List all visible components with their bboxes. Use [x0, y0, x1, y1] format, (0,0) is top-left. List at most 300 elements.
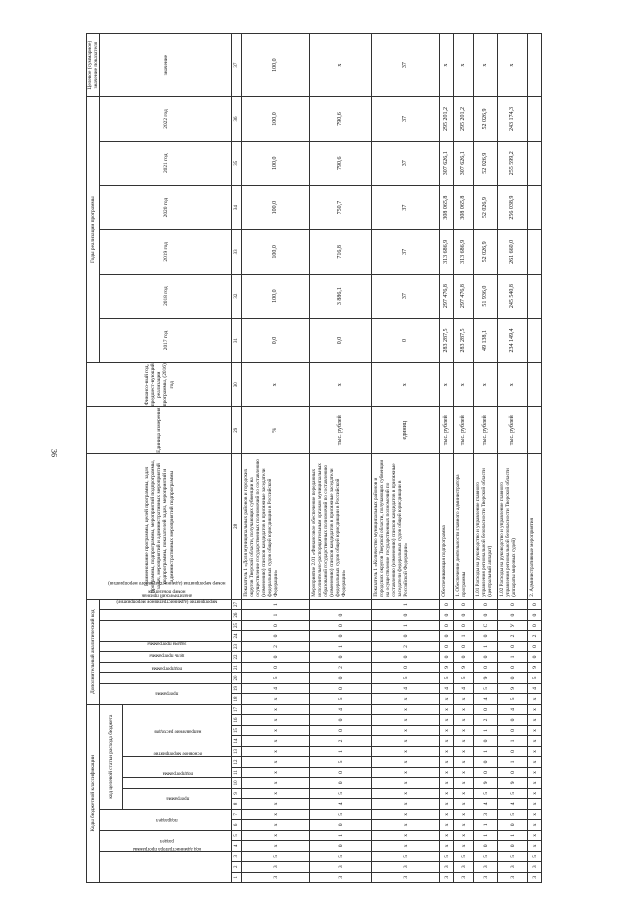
row-year-value: 100,0	[242, 141, 310, 185]
code-cell: 4	[310, 799, 372, 809]
code-cell: x	[440, 820, 454, 830]
column-number: 26	[232, 610, 242, 620]
code-cell: 0	[310, 652, 372, 662]
code-cell: 0	[310, 631, 372, 641]
code-cell: x	[242, 788, 310, 798]
code-cell: x	[440, 788, 454, 798]
header-d-zadacha: задача программы	[100, 652, 232, 662]
row-unit	[528, 407, 542, 454]
column-number: 19	[232, 683, 242, 693]
row-year-value: 52 026,9	[474, 97, 498, 141]
code-cell: 0	[310, 725, 372, 735]
column-number: 36	[232, 97, 242, 141]
code-cell: 5	[528, 851, 542, 861]
column-number: 29	[232, 407, 242, 454]
code-cell: 0	[474, 631, 498, 641]
code-cell: x	[372, 799, 440, 809]
column-number: 3	[232, 851, 242, 861]
row-prev-year	[528, 363, 542, 407]
code-cell: 0	[528, 620, 542, 630]
code-cell: 1	[310, 830, 372, 840]
row-prev-year: x	[454, 363, 474, 407]
code-cell: 9	[474, 673, 498, 683]
column-number: 16	[232, 715, 242, 725]
row-year-value	[528, 185, 542, 229]
column-number: 32	[232, 274, 242, 318]
code-cell: 1	[498, 830, 528, 840]
header-unit: Единица измерения	[87, 407, 232, 454]
code-cell: 0	[440, 652, 454, 662]
code-cell: x	[454, 767, 474, 777]
column-number: 1	[232, 872, 242, 882]
row-year-value: 100,0	[242, 230, 310, 274]
row-target: x	[440, 34, 454, 97]
code-cell: 0	[242, 631, 310, 641]
header-name: Наименование программы, целей программы, задач программы, подпрограммы, мероприятий подпрограммы, задач, мероприятий и административных мероприятий подпрограммы, показателей задач, мероприятий и административных мероприятий подпрограммы	[87, 454, 232, 600]
code-cell: 0	[528, 610, 542, 620]
column-number: 37	[232, 34, 242, 97]
column-number: 33	[232, 230, 242, 274]
table-row	[498, 34, 528, 883]
code-cell: x	[528, 715, 542, 725]
code-cell: 9	[440, 662, 454, 672]
code-cell: 3	[440, 862, 454, 872]
row-year-value	[528, 274, 542, 318]
code-cell: 3	[440, 872, 454, 882]
column-number: 6	[232, 820, 242, 830]
code-cell: 5	[242, 673, 310, 683]
code-cell: 3	[242, 872, 310, 882]
code-cell: 0	[528, 599, 542, 610]
code-cell: 0	[440, 641, 454, 651]
column-number: 28	[232, 454, 242, 600]
row-name: Показатель 1 «Доля муниципальных районов и городских округов Тверской области, получающих субвенции на осуществление государственных полномочий по составлению (изменению) списков кандидатов в присяжные заседатели федеральных судов общей юрисдикции в Российской Федерации»	[242, 454, 310, 600]
code-cell: 5	[372, 673, 440, 683]
code-cell: У	[498, 620, 528, 630]
code-cell: x	[454, 841, 474, 851]
code-cell	[310, 599, 372, 610]
row-target: 37	[372, 34, 440, 97]
column-number-row	[232, 34, 242, 883]
code-cell: 0	[498, 725, 528, 735]
code-cell: x	[528, 841, 542, 851]
code-cell: 9	[528, 662, 542, 672]
code-cell: 1	[310, 746, 372, 756]
code-cell: x	[528, 830, 542, 840]
row-year-value: 283 287,5	[454, 318, 474, 362]
code-cell: 0	[474, 841, 498, 851]
code-cell: 0	[498, 715, 528, 725]
column-number: 18	[232, 694, 242, 704]
code-cell: x	[372, 788, 440, 798]
code-cell: 3	[528, 872, 542, 882]
code-cell: 1	[372, 599, 440, 610]
code-cell: x	[440, 841, 454, 851]
code-cell: 9	[454, 662, 474, 672]
row-year-value: 297 476,8	[454, 274, 474, 318]
code-cell: 0	[310, 683, 372, 693]
row-year-value: 750,7	[310, 185, 372, 229]
column-number: 2	[232, 862, 242, 872]
code-cell: 1	[498, 736, 528, 746]
code-cell: 1	[498, 652, 528, 662]
code-cell: 5	[372, 851, 440, 861]
row-year-value: 0,0	[310, 318, 372, 362]
code-cell: 0	[528, 641, 542, 651]
code-cell: x	[242, 820, 310, 830]
header-admin-code: код администратора программы	[100, 851, 232, 882]
row-year-value: 52 026,9	[474, 230, 498, 274]
code-cell: 4	[454, 683, 474, 693]
code-cell: 0	[474, 610, 498, 620]
row-year-value: 37	[372, 274, 440, 318]
row-year-value: 52 026,9	[474, 141, 498, 185]
row-prev-year: x	[310, 363, 372, 407]
header-year-2019: 2019 год	[100, 230, 232, 274]
row-prev-year: x	[474, 363, 498, 407]
column-number: 9	[232, 788, 242, 798]
row-target: x	[310, 34, 372, 97]
code-cell: 0	[498, 673, 528, 683]
code-cell: x	[528, 746, 542, 756]
code-cell: x	[372, 830, 440, 840]
row-prev-year: x	[440, 363, 454, 407]
code-cell: x	[440, 746, 454, 756]
table-row	[454, 34, 474, 883]
column-number: 23	[232, 641, 242, 651]
row-year-value: 790,6	[310, 141, 372, 185]
code-cell: x	[454, 694, 474, 704]
code-cell: 9	[474, 778, 498, 788]
code-cell: 0	[474, 736, 498, 746]
code-cell: 5	[242, 851, 310, 861]
code-cell: x	[440, 725, 454, 735]
column-number: 22	[232, 652, 242, 662]
code-cell: x	[242, 715, 310, 725]
code-cell: 0	[242, 652, 310, 662]
code-cell: 0	[474, 767, 498, 777]
column-number: 4	[232, 841, 242, 851]
header-year-2021: 2021 год	[100, 141, 232, 185]
code-cell: 2	[310, 662, 372, 672]
table-row	[474, 34, 498, 883]
code-cell: 4	[372, 683, 440, 693]
code-cell: 3	[372, 862, 440, 872]
header-year-2022: 2022 год	[100, 97, 232, 141]
code-cell: 5	[454, 851, 474, 861]
table-row	[528, 34, 542, 883]
code-cell: x	[528, 778, 542, 788]
column-number: 13	[232, 746, 242, 756]
code-cell: x	[242, 725, 310, 735]
column-number: 21	[232, 662, 242, 672]
code-cell: 0	[310, 841, 372, 851]
row-year-value: 51 936,0	[474, 274, 498, 318]
code-cell: x	[528, 757, 542, 767]
code-cell: 0	[310, 620, 372, 630]
row-year-value: 3 886,1	[310, 274, 372, 318]
code-cell: x	[440, 799, 454, 809]
code-cell: x	[440, 736, 454, 746]
code-cell: x	[454, 830, 474, 840]
code-cell: x	[372, 725, 440, 735]
code-cell: 3	[498, 862, 528, 872]
code-cell: x	[454, 778, 474, 788]
header-kbk-group: Коды бюджетной классификации	[87, 704, 100, 882]
code-cell: 0	[440, 620, 454, 630]
column-number: 25	[232, 620, 242, 630]
code-cell: 4	[474, 694, 498, 704]
page-number: 36	[49, 449, 59, 457]
code-cell: x	[528, 694, 542, 704]
column-number: 20	[232, 673, 242, 683]
code-cell: 5	[310, 851, 372, 861]
row-prev-year: x	[498, 363, 528, 407]
code-cell: x	[454, 820, 474, 830]
row-year-value: 283 287,5	[440, 318, 454, 362]
row-year-value: 100,0	[242, 274, 310, 318]
row-year-value: 307 626,1	[454, 141, 474, 185]
column-number: 24	[232, 631, 242, 641]
row-name: 1.01 Расходы на руководство и управление главного управления региональной безопасности Тверской области (центральный аппарат)	[474, 454, 498, 600]
code-cell: 0	[474, 599, 498, 610]
code-cell: x	[242, 841, 310, 851]
code-cell: 0	[454, 620, 474, 630]
code-cell: 3	[372, 872, 440, 882]
code-cell: 0	[310, 778, 372, 788]
row-year-value: 308 065,8	[440, 185, 454, 229]
code-cell: 5	[310, 694, 372, 704]
row-year-value	[528, 230, 542, 274]
row-year-value: 37	[372, 230, 440, 274]
row-name: Обеспечивающая подпрограмма	[440, 454, 454, 600]
code-cell: x	[242, 799, 310, 809]
code-cell: x	[528, 788, 542, 798]
header-d-cel: цель программы	[100, 662, 232, 672]
row-target: x	[498, 34, 528, 97]
column-number: 34	[232, 185, 242, 229]
code-cell: 2	[528, 631, 542, 641]
code-cell: 0	[474, 662, 498, 672]
code-cell: 4	[440, 683, 454, 693]
row-name: 1.02 Расходы на руководство и управление главного управления региональной безопасности Тверской области (аппараты мировых судей)	[498, 454, 528, 600]
row-year-value: 52 026,9	[474, 185, 498, 229]
code-cell: 0	[498, 610, 528, 620]
header-fin-prev: Финансо-вый год, предшест-вующий реализации программы, (2016) год	[87, 363, 232, 407]
code-cell: 1	[474, 746, 498, 756]
table-row	[372, 34, 440, 883]
row-year-value	[528, 141, 542, 185]
code-cell: x	[440, 694, 454, 704]
row-unit: единиц	[372, 407, 440, 454]
code-cell: 2	[242, 641, 310, 651]
code-cell: x	[372, 715, 440, 725]
code-cell: x	[242, 809, 310, 819]
code-cell: x	[440, 715, 454, 725]
code-cell: 1	[474, 830, 498, 840]
code-cell: x	[440, 809, 454, 819]
column-number: 35	[232, 141, 242, 185]
code-cell: x	[242, 767, 310, 777]
code-cell: 0	[454, 652, 474, 662]
header-target-group: Целевое (суммарное) значение показателя	[87, 34, 100, 97]
code-cell: x	[528, 799, 542, 809]
code-cell: 3	[474, 862, 498, 872]
code-cell: 0	[474, 757, 498, 767]
header-d-analit: аналитический признак	[100, 610, 232, 620]
code-cell: x	[372, 757, 440, 767]
code-cell: 4	[474, 799, 498, 809]
code-cell: 0	[310, 610, 372, 620]
code-cell: 3	[498, 872, 528, 882]
code-cell: 1	[498, 757, 528, 767]
code-cell: x	[242, 757, 310, 767]
header-d-meropr: мероприятие (административное мероприятие)	[100, 641, 232, 651]
column-number: 12	[232, 757, 242, 767]
code-cell: x	[454, 799, 474, 809]
code-cell: 5	[310, 788, 372, 798]
row-unit: тыс. рублей	[498, 407, 528, 454]
code-cell: 0	[498, 820, 528, 830]
code-cell: 3	[454, 872, 474, 882]
row-year-value: 234 149,4	[498, 318, 528, 362]
code-cell: 5	[310, 757, 372, 767]
code-cell: 4	[242, 683, 310, 693]
code-cell: 1	[454, 631, 474, 641]
row-name: 1. Обеспечение деятельности главного администратора программы	[454, 454, 474, 600]
code-cell: 0	[242, 662, 310, 672]
row-name: Показатель 1 «Количество муниципальных районов и городских округов Тверской области, получающих субвенции на осуществление государственных полномочий по составлению (изменению) списков кандидатов в присяжные заседатели федеральных судов общей юрисдикции в Российской Федерации»	[372, 454, 440, 600]
row-year-value: 100,0	[242, 185, 310, 229]
code-cell: 4	[498, 704, 528, 715]
code-cell: x	[372, 841, 440, 851]
code-cell: 2	[372, 641, 440, 651]
code-cell: x	[440, 757, 454, 767]
code-cell: 3	[474, 809, 498, 819]
code-cell: 5	[528, 673, 542, 683]
row-target	[528, 34, 542, 97]
header-programma: программа	[123, 788, 232, 809]
code-cell: С	[474, 620, 498, 630]
code-cell: 2	[498, 631, 528, 641]
row-year-value	[528, 318, 542, 362]
code-cell: 5	[498, 851, 528, 861]
table-row	[440, 34, 454, 883]
code-cell: 2	[474, 715, 498, 725]
code-cell: 0	[498, 767, 528, 777]
row-year-value: 307 626,1	[440, 141, 454, 185]
header-d-nomer-pok: номер показателя	[100, 599, 232, 610]
code-cell: 1	[474, 725, 498, 735]
code-cell: x	[372, 746, 440, 756]
code-cell: x	[372, 809, 440, 819]
code-cell: 9	[498, 683, 528, 693]
header-podrazdel: подраздел	[100, 809, 232, 830]
row-year-value: 295 201,2	[454, 97, 474, 141]
column-number: 30	[232, 363, 242, 407]
row-year-value: 0,0	[242, 318, 310, 362]
column-number: 15	[232, 725, 242, 735]
row-name: 2. Административные мероприятия	[528, 454, 542, 600]
row-year-value: 37	[372, 97, 440, 141]
code-cell: x	[372, 694, 440, 704]
code-cell: 0	[310, 767, 372, 777]
code-cell: x	[528, 767, 542, 777]
code-cell: x	[440, 830, 454, 840]
code-cell: 0	[498, 662, 528, 672]
row-year-value: 790,6	[310, 97, 372, 141]
code-cell: 5	[498, 809, 528, 819]
code-cell: x	[454, 725, 474, 735]
code-cell: 5	[498, 788, 528, 798]
rotated-page	[86, 33, 611, 883]
row-year-value: 295 201,2	[440, 97, 454, 141]
code-cell: x	[440, 778, 454, 788]
code-cell: x	[528, 725, 542, 735]
code-cell: 0	[440, 599, 454, 610]
header-year-2020: 2020 год	[100, 185, 232, 229]
code-cell: 0	[498, 746, 528, 756]
code-cell: x	[242, 778, 310, 788]
code-cell: x	[528, 736, 542, 746]
code-cell: 4	[498, 799, 528, 809]
code-cell: 0	[242, 620, 310, 630]
code-cell: 0	[454, 599, 474, 610]
code-cell: 1	[310, 641, 372, 651]
column-number: 10	[232, 778, 242, 788]
code-cell: 1	[474, 820, 498, 830]
row-prev-year: x	[372, 363, 440, 407]
code-cell: x	[528, 820, 542, 830]
row-year-value: 0	[372, 318, 440, 362]
code-cell: 5	[474, 683, 498, 693]
code-cell: 0	[372, 652, 440, 662]
header-d-nomer: номер мероприятия (административного мероприятия)	[100, 620, 232, 641]
code-cell: 0	[474, 652, 498, 662]
row-target: x	[454, 34, 474, 97]
code-cell: 1	[242, 610, 310, 620]
column-number: 17	[232, 704, 242, 715]
code-cell: x	[454, 715, 474, 725]
code-cell: x	[242, 830, 310, 840]
row-unit: %	[242, 407, 310, 454]
row-year-value: 297 476,8	[440, 274, 454, 318]
code-cell: 5	[440, 673, 454, 683]
row-year-value: 245 540,8	[498, 274, 528, 318]
code-cell: 3	[528, 862, 542, 872]
code-cell: 0	[498, 641, 528, 651]
row-name: Мероприятие 2.01 «Финансовое обеспечение переданных исполнительно-распорядительным органам муниципальных образований государственных полномочий по составлению (изменению) списков кандидатов в присяжные заседатели федеральных судов общей юрисдикции в Российской Федерации»	[310, 454, 372, 600]
table-row	[242, 34, 310, 883]
code-cell: 0	[528, 652, 542, 662]
row-year-value: 313 686,9	[454, 230, 474, 274]
header-razdel: раздел	[100, 830, 232, 851]
row-year-value: 37	[372, 141, 440, 185]
row-prev-year: x	[242, 363, 310, 407]
code-cell: 5	[310, 809, 372, 819]
column-number: 27	[232, 599, 242, 610]
header-d-programma: программа	[100, 683, 232, 704]
row-year-value: 100,0	[242, 97, 310, 141]
header-podprogramma: подпрограмма	[123, 778, 232, 788]
program-table	[86, 33, 542, 883]
column-number: 7	[232, 809, 242, 819]
code-cell: x	[454, 757, 474, 767]
code-cell: x	[242, 736, 310, 746]
code-cell: 3	[310, 872, 372, 882]
row-year-value: 49 138,1	[474, 318, 498, 362]
header-year-2018: 2018 год	[100, 274, 232, 318]
